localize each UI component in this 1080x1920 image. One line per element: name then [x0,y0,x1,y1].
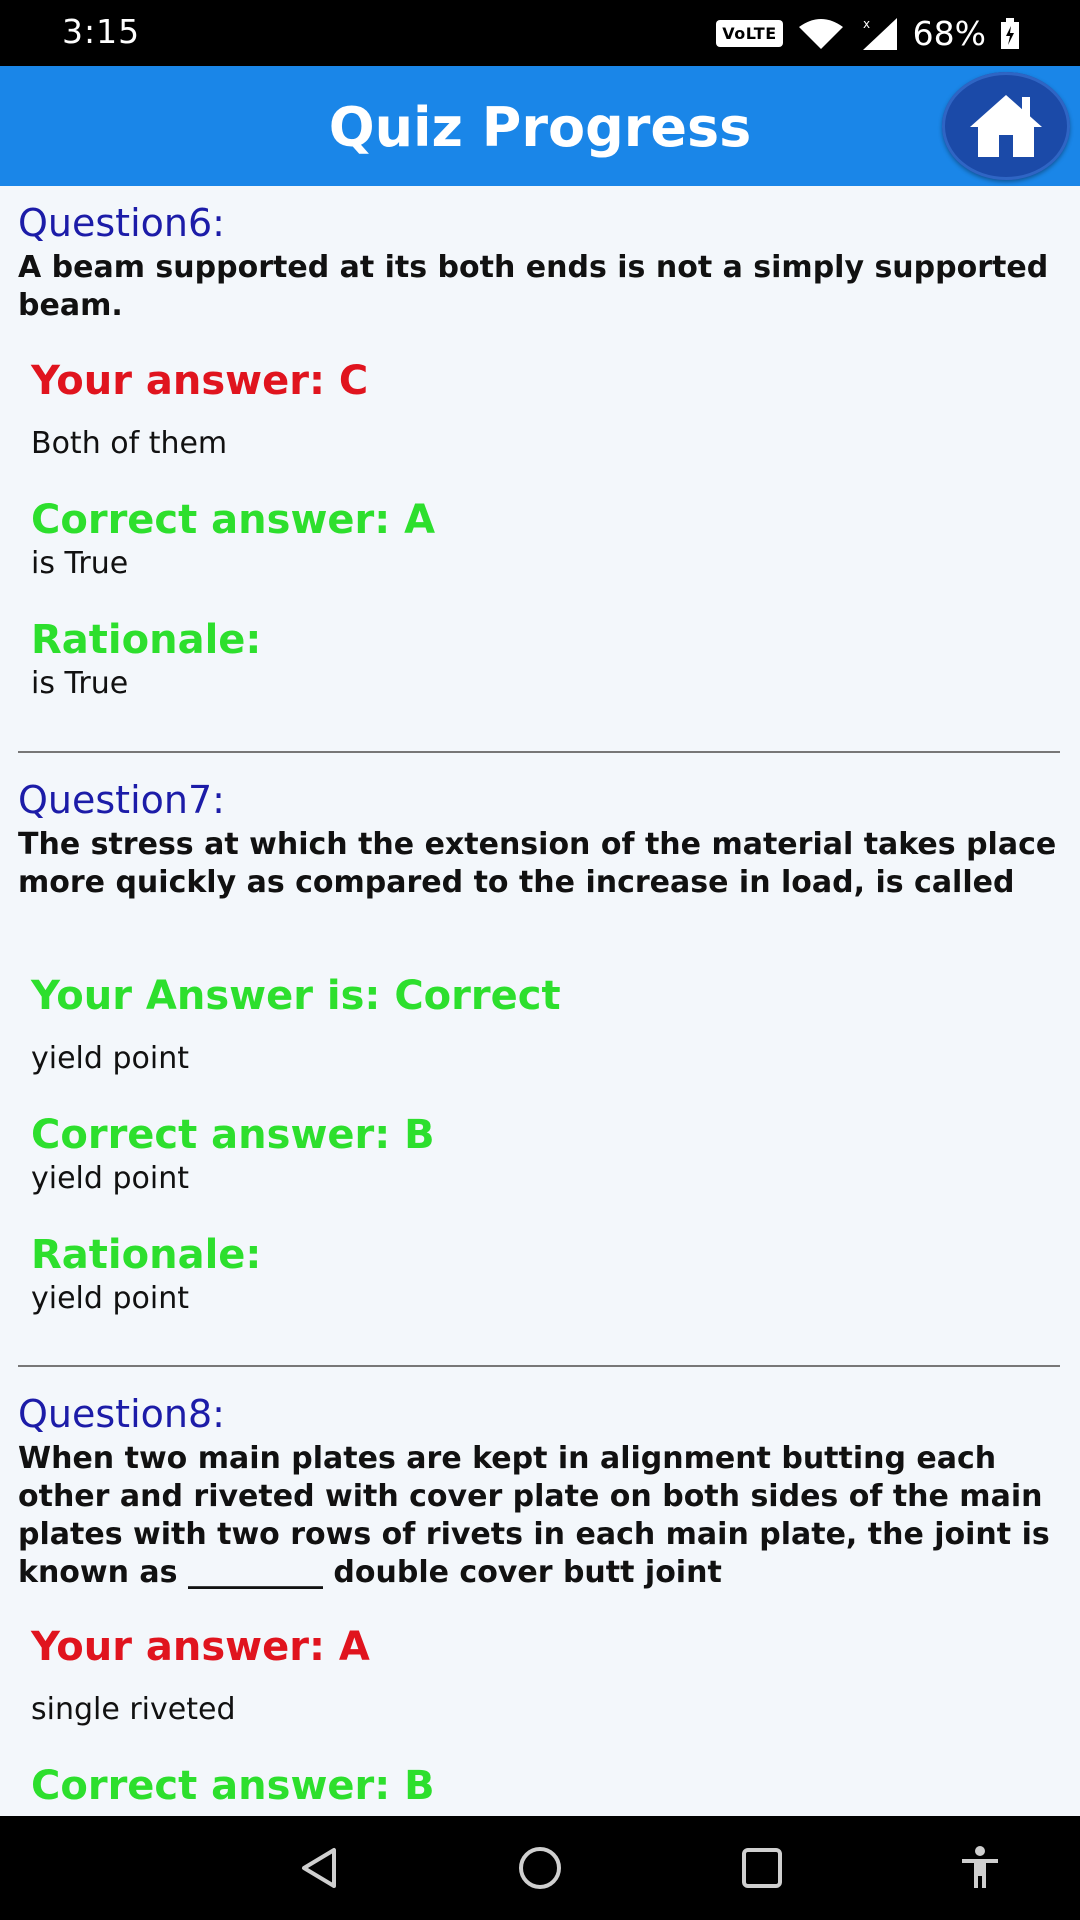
status-bar [0,0,1080,66]
question-item [18,1392,1060,1816]
question-item [18,778,1060,1338]
correct-answer-text: yield point [31,1161,189,1196]
your-answer-label: Your answer: A [31,1624,370,1670]
signal-icon [859,16,899,52]
navigation-bar [0,1816,1080,1920]
recents-icon[interactable] [738,1844,786,1892]
back-icon[interactable] [296,1844,344,1892]
rationale-text: yield point [31,1281,189,1316]
your-answer-text: yield point [31,1041,189,1076]
your-answer-label: Your answer: C [31,358,369,404]
rationale-label: Rationale: [31,1232,262,1278]
rationale-text: is True [31,666,129,701]
battery-percentage: 68% [912,14,986,53]
question-text: When two main plates are kept in alignment butting each other and riveted with cover plate on both sides of the main plates with two rows of rivets in each main plate, the joint is known as _________ double cover butt joint [18,1441,1050,1590]
your-answer-label: Your Answer is: Correct [31,973,561,1019]
home-icon [966,91,1046,161]
status-time: 3:15 [62,12,141,51]
correct-answer-label: Correct answer: A [31,497,436,543]
question-text: A beam supported at its both ends is not a simply supported beam. [18,250,1049,323]
status-icons [716,14,1020,53]
correct-answer-label: Correct answer: B [31,1112,435,1158]
battery-icon [1000,18,1020,50]
quiz-results-list[interactable] [0,186,1080,1816]
svg-text:x: x [862,16,870,31]
correct-answer-text: is True [31,546,129,581]
home-circle-icon[interactable] [516,1844,564,1892]
app-bar [0,66,1080,186]
question-title: Question7: [18,778,225,822]
rationale-label: Rationale: [31,617,262,663]
your-answer-text: Both of them [31,426,228,461]
question-item [18,201,1060,761]
correct-answer-label: Correct answer: B [31,1763,435,1809]
volte-icon: VoLTE [716,20,782,47]
page-title: Quiz Progress [328,96,752,159]
question-title: Question8: [18,1392,225,1436]
wifi-icon [797,17,845,51]
accessibility-icon[interactable] [956,1844,1004,1892]
divider [18,751,1060,753]
your-answer-text: single riveted [31,1692,236,1727]
question-text: The stress at which the extension of the material takes place more quickly as compared to the increase in load, is called [18,827,1057,900]
divider [18,1365,1060,1367]
home-button[interactable] [942,72,1070,180]
question-title: Question6: [18,201,225,245]
